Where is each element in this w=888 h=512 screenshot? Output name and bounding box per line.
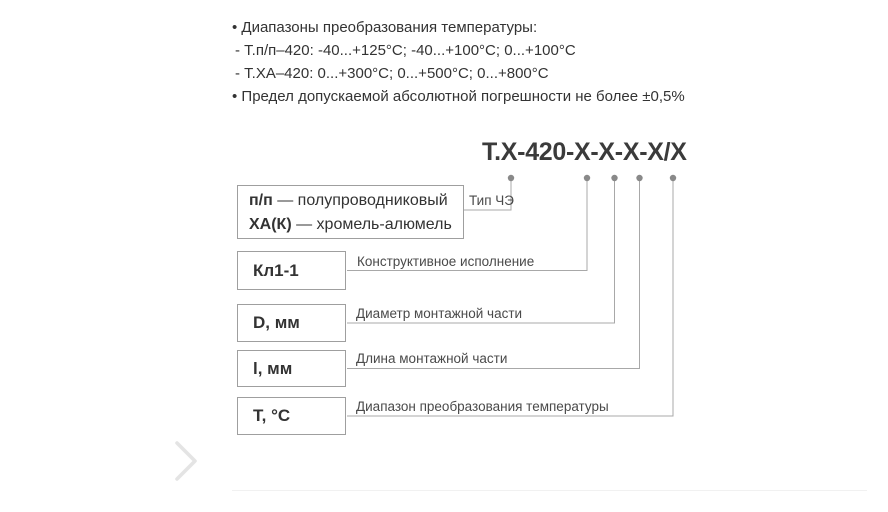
chevron-right-icon	[169, 439, 203, 483]
diameter-value: D, мм	[253, 313, 300, 332]
sensor-type-pp-code: п/п	[249, 192, 273, 209]
length-value: l, мм	[253, 358, 293, 378]
spec-range-pp420: - Т.п/п–420: -40...+125°С; -40...+100°С; 0...+100°С	[235, 42, 576, 59]
sensor-type-box	[237, 185, 464, 239]
position-dot-1	[508, 175, 514, 181]
model-code-title: Т.Х-420-Х-Х-Х-Х/Х	[482, 138, 687, 166]
spec-bullet-ranges: • Диапазоны преобразования температуры:	[232, 19, 538, 36]
position-dot-2	[584, 175, 590, 181]
label-length: Длина монтажной части	[356, 351, 508, 366]
sensor-type-xak-code: ХА(К)	[249, 216, 292, 233]
label-sensor-type: Тип ЧЭ	[469, 193, 514, 208]
sensor-type-option-xak	[249, 213, 463, 237]
sensor-type-xak-desc: — хромель-алюмель	[291, 216, 452, 233]
design-version-box	[237, 251, 346, 290]
specs-list	[232, 16, 685, 108]
section-divider	[232, 490, 867, 491]
carousel-next-button[interactable]	[169, 439, 203, 483]
sensor-type-pp-desc: — полупроводниковый	[272, 192, 448, 209]
diameter-box	[237, 304, 346, 342]
label-diameter: Диаметр монтажной части	[356, 306, 523, 321]
sensor-type-option-pp	[249, 189, 463, 213]
position-dot-5	[670, 175, 676, 181]
temperature-range-value: Т, °С	[253, 406, 291, 425]
length-box	[237, 350, 346, 387]
temperature-range-box	[237, 397, 346, 435]
position-dot-3	[611, 175, 617, 181]
label-temperature-range: Диапазон преобразования температуры	[356, 399, 609, 414]
spec-bullet-accuracy: • Предел допускаемой абсолютной погрешности не более ±0,5%	[232, 88, 685, 105]
spec-range-xa420: - Т.ХА–420: 0...+300°С; 0...+500°С; 0...+800°С	[235, 65, 549, 82]
position-dot-4	[636, 175, 642, 181]
label-design-version: Конструктивное исполнение	[357, 254, 535, 269]
design-version-value: Кл1-1	[253, 260, 299, 280]
